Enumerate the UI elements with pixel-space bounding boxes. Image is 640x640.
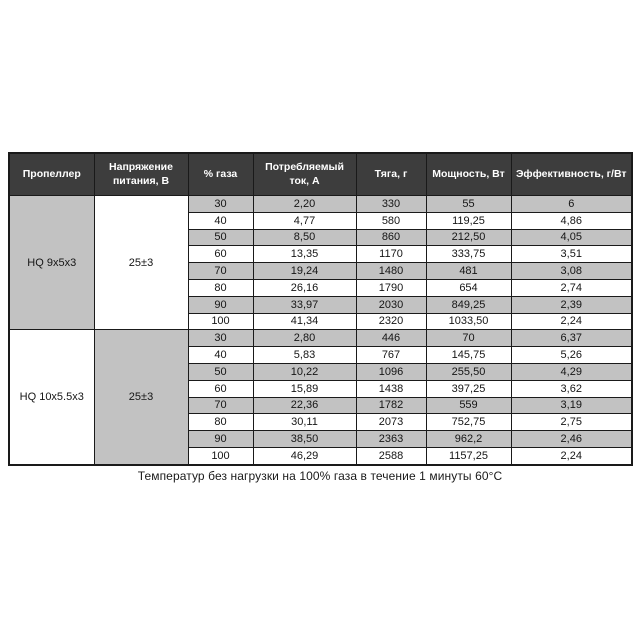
gas-cell: 80 [188, 414, 253, 431]
header-gas-percent: % газа [188, 153, 253, 196]
current-cell: 13,35 [253, 246, 356, 263]
current-cell: 8,50 [253, 229, 356, 246]
power-cell: 70 [426, 330, 511, 347]
gas-cell: 80 [188, 279, 253, 296]
gas-cell: 40 [188, 347, 253, 364]
efficiency-cell: 2,46 [511, 431, 632, 448]
current-cell: 26,16 [253, 279, 356, 296]
current-cell: 15,89 [253, 380, 356, 397]
efficiency-cell: 5,26 [511, 347, 632, 364]
thrust-cell: 446 [356, 330, 426, 347]
current-cell: 5,83 [253, 347, 356, 364]
efficiency-cell: 2,75 [511, 414, 632, 431]
power-cell: 752,75 [426, 414, 511, 431]
current-cell: 38,50 [253, 431, 356, 448]
gas-cell: 60 [188, 380, 253, 397]
power-cell: 333,75 [426, 246, 511, 263]
current-cell: 19,24 [253, 263, 356, 280]
thrust-cell: 2363 [356, 431, 426, 448]
power-cell: 481 [426, 263, 511, 280]
voltage-value: 25±3 [94, 196, 188, 330]
efficiency-cell: 2,74 [511, 279, 632, 296]
voltage-value: 25±3 [94, 330, 188, 465]
thrust-cell: 1170 [356, 246, 426, 263]
power-cell: 212,50 [426, 229, 511, 246]
group-hq-9x5x3 [9, 196, 632, 330]
efficiency-cell: 6 [511, 196, 632, 213]
header-propeller: Пропеллер [9, 153, 94, 196]
spec-table [8, 152, 633, 466]
thrust-cell: 767 [356, 347, 426, 364]
gas-cell: 40 [188, 212, 253, 229]
thrust-cell: 860 [356, 229, 426, 246]
thrust-cell: 2588 [356, 447, 426, 464]
group-hq-10x5-5x3 [9, 330, 632, 465]
table-header-row [9, 153, 632, 196]
current-cell: 22,36 [253, 397, 356, 414]
gas-cell: 30 [188, 330, 253, 347]
gas-cell: 90 [188, 296, 253, 313]
efficiency-cell: 3,19 [511, 397, 632, 414]
power-cell: 397,25 [426, 380, 511, 397]
gas-cell: 70 [188, 397, 253, 414]
efficiency-cell: 3,51 [511, 246, 632, 263]
current-cell: 41,34 [253, 313, 356, 330]
power-cell: 849,25 [426, 296, 511, 313]
efficiency-cell: 2,39 [511, 296, 632, 313]
gas-cell: 50 [188, 363, 253, 380]
efficiency-cell: 4,05 [511, 229, 632, 246]
thrust-cell: 1480 [356, 263, 426, 280]
efficiency-cell: 3,62 [511, 380, 632, 397]
power-cell: 1157,25 [426, 447, 511, 464]
header-efficiency: Эффективность, г/Вт [511, 153, 632, 196]
gas-cell: 100 [188, 313, 253, 330]
power-cell: 145,75 [426, 347, 511, 364]
header-thrust: Тяга, г [356, 153, 426, 196]
table-row [9, 196, 632, 213]
gas-cell: 90 [188, 431, 253, 448]
gas-cell: 50 [188, 229, 253, 246]
thrust-cell: 2320 [356, 313, 426, 330]
header-current: Потребляемый ток, А [253, 153, 356, 196]
thrust-cell: 2073 [356, 414, 426, 431]
efficiency-cell: 4,86 [511, 212, 632, 229]
thrust-cell: 1782 [356, 397, 426, 414]
current-cell: 33,97 [253, 296, 356, 313]
current-cell: 46,29 [253, 447, 356, 464]
temperature-note: Температур без нагрузки на 100% газа в течение 1 минуты 60°C [137, 469, 503, 483]
power-cell: 55 [426, 196, 511, 213]
efficiency-cell: 4,29 [511, 363, 632, 380]
gas-cell: 70 [188, 263, 253, 280]
spec-table-container [8, 152, 633, 466]
current-cell: 2,80 [253, 330, 356, 347]
thrust-cell: 1790 [356, 279, 426, 296]
thrust-cell: 580 [356, 212, 426, 229]
current-cell: 30,11 [253, 414, 356, 431]
gas-cell: 100 [188, 447, 253, 464]
thrust-cell: 1438 [356, 380, 426, 397]
header-voltage: Напряжение питания, В [94, 153, 188, 196]
power-cell: 559 [426, 397, 511, 414]
gas-cell: 60 [188, 246, 253, 263]
current-cell: 2,20 [253, 196, 356, 213]
power-cell: 962,2 [426, 431, 511, 448]
efficiency-cell: 2,24 [511, 313, 632, 330]
power-cell: 255,50 [426, 363, 511, 380]
current-cell: 4,77 [253, 212, 356, 229]
efficiency-cell: 2,24 [511, 447, 632, 464]
thrust-cell: 2030 [356, 296, 426, 313]
thrust-cell: 330 [356, 196, 426, 213]
gas-cell: 30 [188, 196, 253, 213]
power-cell: 119,25 [426, 212, 511, 229]
header-power: Мощность, Вт [426, 153, 511, 196]
propeller-name: HQ 10x5.5x3 [9, 330, 94, 465]
power-cell: 1033,50 [426, 313, 511, 330]
power-cell: 654 [426, 279, 511, 296]
thrust-cell: 1096 [356, 363, 426, 380]
propeller-name: HQ 9x5x3 [9, 196, 94, 330]
efficiency-cell: 6,37 [511, 330, 632, 347]
table-row [9, 330, 632, 347]
efficiency-cell: 3,08 [511, 263, 632, 280]
current-cell: 10,22 [253, 363, 356, 380]
